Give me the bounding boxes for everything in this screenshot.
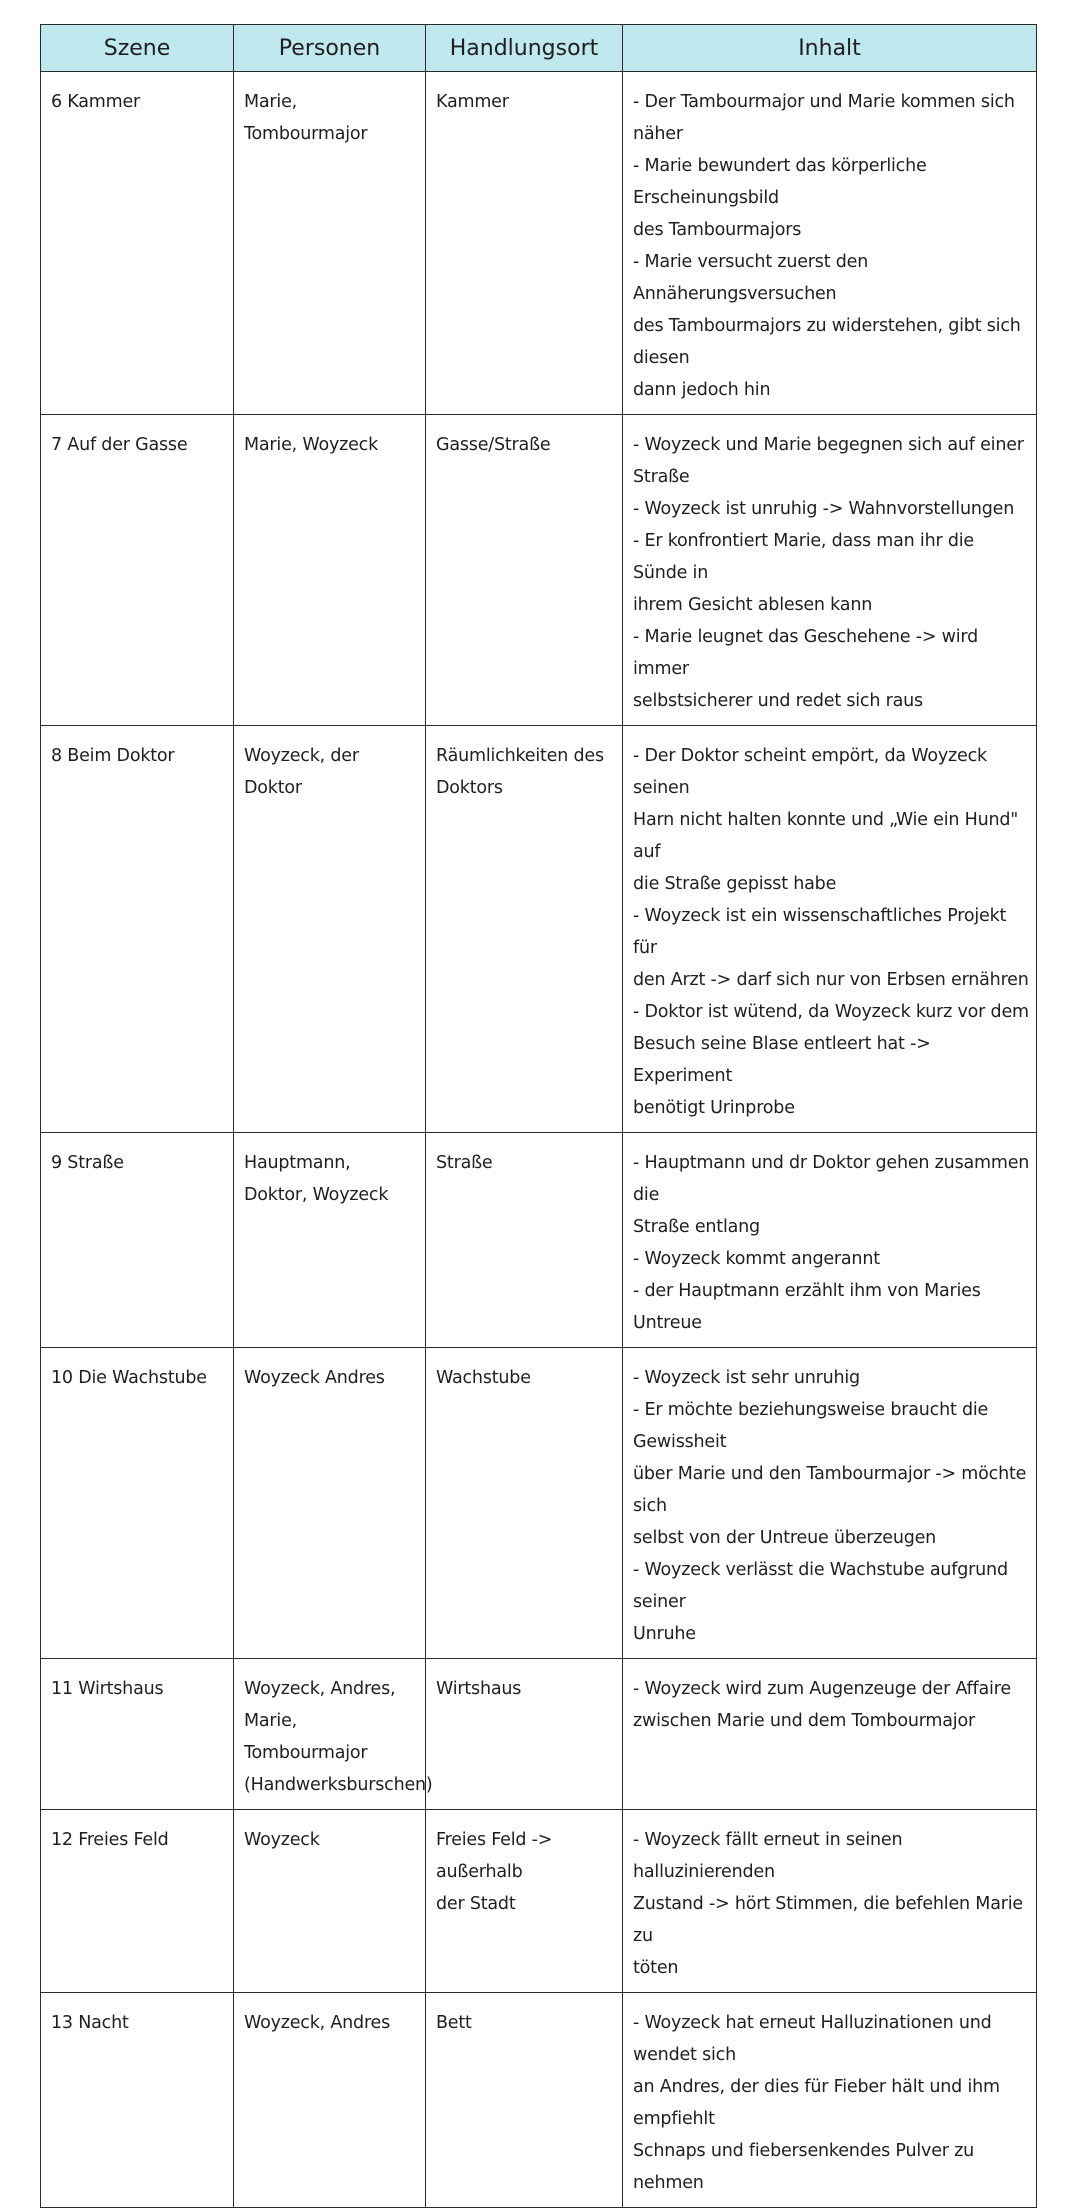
handlungsort-line: Wirtshaus	[436, 1679, 522, 1699]
header-personen: Personen	[234, 25, 426, 72]
szene-text: 6 Kammer	[51, 92, 141, 112]
inhalt-line: den Arzt -> darf sich nur von Erbsen ernähren	[633, 970, 1029, 990]
personen-line: Doktor, Woyzeck	[244, 1185, 389, 1205]
handlungsort-line: Doktors	[436, 778, 503, 798]
inhalt-line: - Der Tambourmajor und Marie kommen sich näher	[633, 92, 1015, 144]
cell-personen	[234, 1659, 433, 1810]
personen-line: Woyzeck	[244, 1830, 320, 1850]
cell-personen	[234, 1993, 426, 2208]
inhalt-line: - Woyzeck und Marie begegnen sich auf einer	[633, 435, 1024, 455]
handlungsort-line: Wachstube	[436, 1368, 531, 1388]
personen-line: Woyzeck, Andres	[244, 2013, 391, 2033]
table-row	[41, 1348, 1037, 1659]
table-row	[41, 1810, 1037, 1993]
cell-inhalt	[623, 1133, 1037, 1348]
szene-text: 8 Beim Doktor	[51, 746, 175, 766]
cell-handlungsort	[426, 72, 623, 415]
inhalt-line: - Hauptmann und dr Doktor gehen zusammen die	[633, 1153, 1030, 1205]
header-handlungsort: Handlungsort	[426, 25, 623, 72]
cell-inhalt	[623, 1993, 1037, 2208]
header-inhalt: Inhalt	[623, 25, 1037, 72]
inhalt-line: benötigt Urinprobe	[633, 1098, 795, 1118]
inhalt-line: - Woyzeck hat erneut Halluzinationen und wendet sich	[633, 2013, 992, 2065]
inhalt-line: - Woyzeck ist unruhig -> Wahnvorstellungen	[633, 499, 1015, 519]
personen-line: Marie, Woyzeck	[244, 435, 379, 455]
inhalt-line: Unruhe	[633, 1624, 696, 1644]
cell-szene	[41, 1810, 234, 1993]
cell-handlungsort	[426, 1348, 623, 1659]
cell-szene	[41, 1348, 234, 1659]
szene-text: 9 Straße	[51, 1153, 124, 1173]
handlungsort-line: der Stadt	[436, 1894, 516, 1914]
inhalt-line: über Marie und den Tambourmajor -> möchte sich	[633, 1464, 1027, 1516]
szene-text: 12 Freies Feld	[51, 1830, 169, 1850]
cell-szene	[41, 1659, 234, 1810]
personen-line: Marie, Tombourmajor	[244, 1711, 368, 1763]
cell-handlungsort	[426, 415, 623, 726]
handlungsort-line: Freies Feld -> außerhalb	[436, 1830, 553, 1882]
inhalt-line: - der Hauptmann erzählt ihm von Maries Untreue	[633, 1281, 981, 1333]
inhalt-line: Harn nicht halten konnte und „Wie ein Hund" auf	[633, 810, 1019, 862]
header-szene: Szene	[41, 25, 234, 72]
szene-text: 7 Auf der Gasse	[51, 435, 188, 455]
inhalt-line: - Marie leugnet das Geschehene -> wird immer	[633, 627, 979, 679]
table-row	[41, 72, 1037, 415]
szene-text: 11 Wirtshaus	[51, 1679, 164, 1699]
inhalt-line: - Woyzeck ist sehr unruhig	[633, 1368, 860, 1388]
personen-line: (Handwerksburschen)	[244, 1775, 433, 1795]
personen-line: Marie, Tombourmajor	[244, 92, 368, 144]
inhalt-line: - Woyzeck kommt angerannt	[633, 1249, 880, 1269]
inhalt-line: - Er konfrontiert Marie, dass man ihr die Sünde in	[633, 531, 974, 583]
cell-inhalt	[623, 1348, 1037, 1659]
table-body	[41, 72, 1037, 2208]
handlungsort-line: Straße	[436, 1153, 493, 1173]
inhalt-line: ihrem Gesicht ablesen kann	[633, 595, 873, 615]
personen-line: Woyzeck, der Doktor	[244, 746, 359, 798]
inhalt-line: - Woyzeck ist ein wissenschaftliches Projekt für	[633, 906, 1007, 958]
inhalt-line: - Woyzeck wird zum Augenzeuge der Affaire	[633, 1679, 1011, 1699]
inhalt-line: töten	[633, 1958, 679, 1978]
table-row	[41, 1993, 1037, 2208]
cell-szene	[41, 415, 234, 726]
inhalt-line: selbstsicherer und redet sich raus	[633, 691, 923, 711]
cell-personen	[234, 1348, 426, 1659]
cell-szene	[41, 726, 234, 1133]
inhalt-line: - Er möchte beziehungsweise braucht die Gewissheit	[633, 1400, 989, 1452]
cell-szene	[41, 1993, 234, 2208]
cell-handlungsort	[426, 726, 623, 1133]
table-row	[41, 415, 1037, 726]
table-row	[41, 1659, 1037, 1810]
handlungsort-line: Kammer	[436, 92, 509, 112]
cell-personen	[234, 1810, 426, 1993]
cell-inhalt	[623, 1659, 1037, 1810]
cell-inhalt	[623, 1810, 1037, 1993]
handlungsort-line: Räumlichkeiten des	[436, 746, 604, 766]
inhalt-line: - Marie versucht zuerst den Annäherungsversuchen	[633, 252, 869, 304]
handlungsort-line: Bett	[436, 2013, 472, 2033]
inhalt-line: Straße	[633, 467, 690, 487]
szene-text: 13 Nacht	[51, 2013, 129, 2033]
scene-table	[40, 24, 1037, 2208]
handlungsort-line: Gasse/Straße	[436, 435, 551, 455]
inhalt-line: zwischen Marie und dem Tombourmajor	[633, 1711, 975, 1731]
personen-line: Woyzeck Andres	[244, 1368, 385, 1388]
table-row	[41, 726, 1037, 1133]
cell-handlungsort	[426, 1810, 623, 1993]
cell-personen	[234, 726, 426, 1133]
inhalt-line: des Tambourmajors	[633, 220, 802, 240]
cell-inhalt	[623, 726, 1037, 1133]
personen-line: Woyzeck, Andres,	[244, 1679, 396, 1699]
inhalt-line: die Straße gepisst habe	[633, 874, 837, 894]
inhalt-line: selbst von der Untreue überzeugen	[633, 1528, 937, 1548]
inhalt-line: - Der Doktor scheint empört, da Woyzeck seinen	[633, 746, 987, 798]
cell-handlungsort	[426, 1133, 623, 1348]
inhalt-line: Zustand -> hört Stimmen, die befehlen Marie zu	[633, 1894, 1023, 1946]
inhalt-line: - Doktor ist wütend, da Woyzeck kurz vor dem	[633, 1002, 1029, 1022]
cell-inhalt	[623, 415, 1037, 726]
cell-personen	[234, 1133, 426, 1348]
personen-line: Hauptmann,	[244, 1153, 351, 1173]
inhalt-line: an Andres, der dies für Fieber hält und ihm empfiehlt	[633, 2077, 1000, 2129]
inhalt-line: - Marie bewundert das körperliche Erscheinungsbild	[633, 156, 927, 208]
cell-szene	[41, 72, 234, 415]
cell-personen	[234, 415, 426, 726]
inhalt-line: Besuch seine Blase entleert hat -> Experiment	[633, 1034, 931, 1086]
header-row	[41, 25, 1037, 72]
inhalt-line: Straße entlang	[633, 1217, 760, 1237]
inhalt-line: - Woyzeck fällt erneut in seinen halluzinierenden	[633, 1830, 903, 1882]
inhalt-line: dann jedoch hin	[633, 380, 771, 400]
cell-inhalt	[623, 72, 1037, 415]
inhalt-line: - Woyzeck verlässt die Wachstube aufgrund seiner	[633, 1560, 1008, 1612]
cell-szene	[41, 1133, 234, 1348]
cell-personen	[234, 72, 426, 415]
inhalt-line: Schnaps und fiebersenkendes Pulver zu nehmen	[633, 2141, 974, 2193]
inhalt-line: des Tambourmajors zu widerstehen, gibt sich diesen	[633, 316, 1021, 368]
szene-text: 10 Die Wachstube	[51, 1368, 207, 1388]
cell-handlungsort	[426, 1993, 623, 2208]
table-row	[41, 1133, 1037, 1348]
cell-handlungsort	[426, 1659, 623, 1810]
